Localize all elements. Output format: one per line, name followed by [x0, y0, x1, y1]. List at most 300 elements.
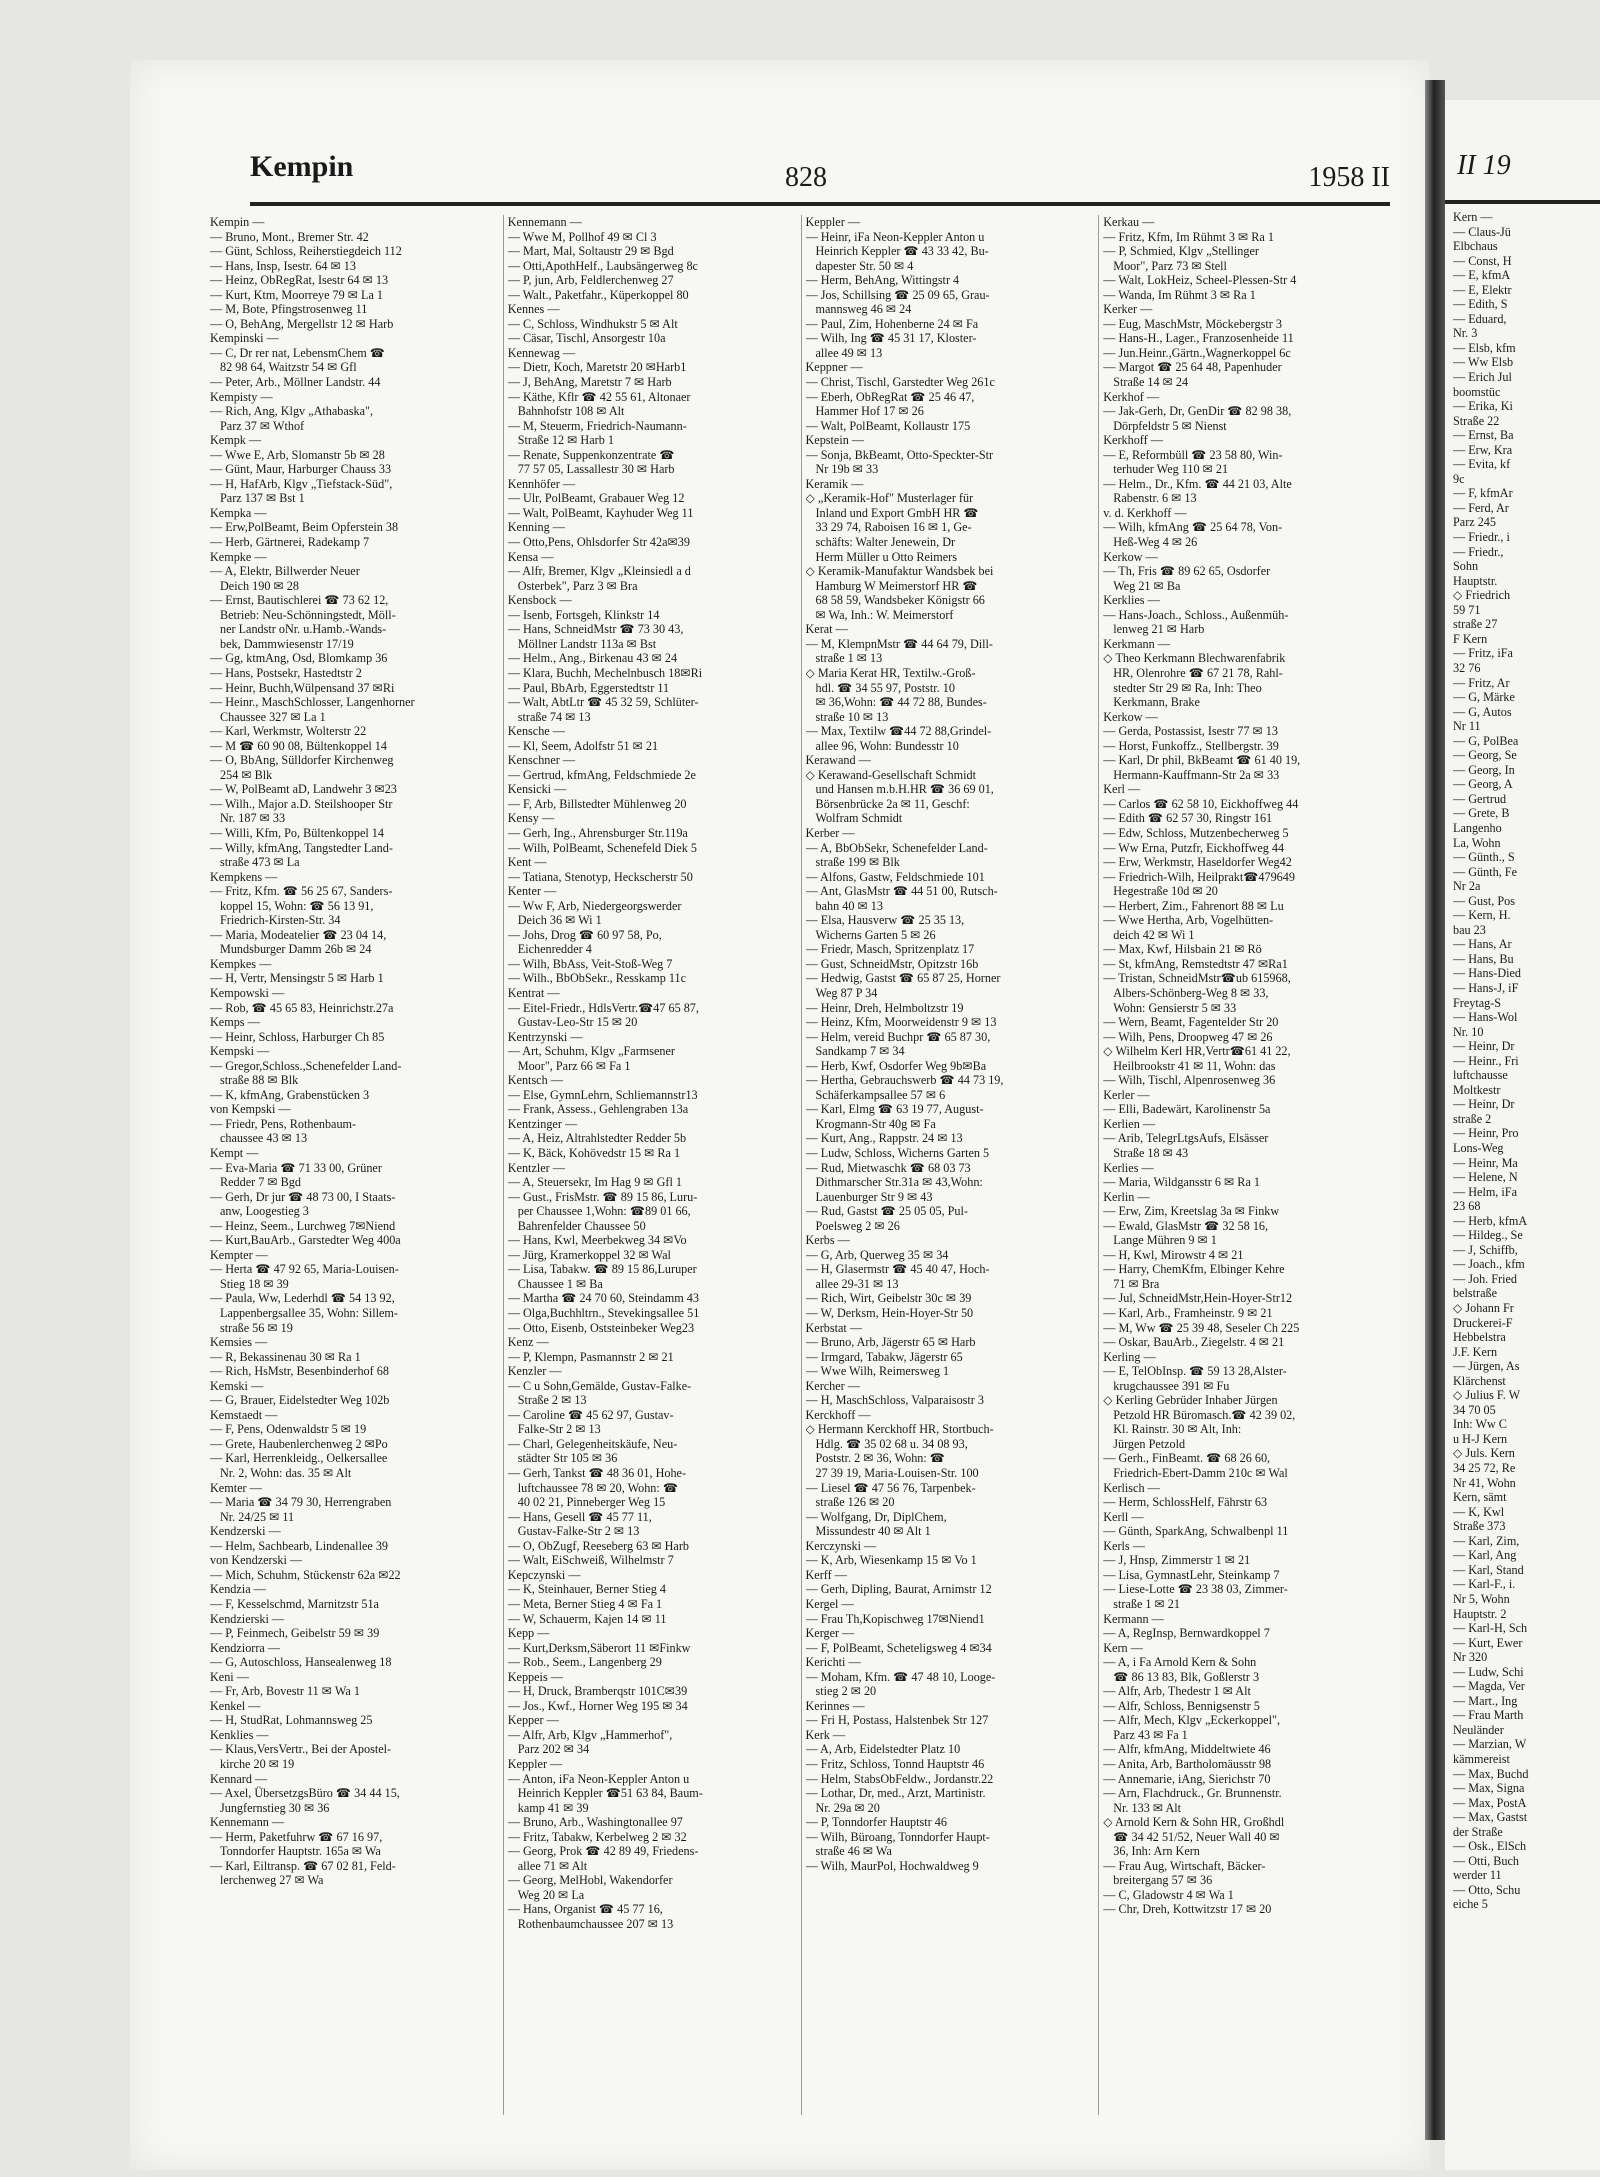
directory-entry: — Günt, Maur, Harburger Chauss 33 [210, 462, 392, 477]
surname-heading: Kerklies — [1103, 593, 1160, 608]
directory-entry: — Georg, MelHobl, Wakendorfer [507, 1873, 673, 1888]
directory-entry: — K, kfmAng, Grabenstücken 3 [210, 1087, 370, 1102]
surname-heading: Kerczynski — [805, 1538, 877, 1553]
directory-entry: straße 199 ✉ Blk [815, 855, 900, 870]
surname-heading: Kendzierski — [210, 1611, 285, 1626]
directory-entry: ☎ 34 42 51/52, Neuer Wall 40 ✉ [1113, 1829, 1280, 1844]
directory-entry: — Rich, HsMstr, Besenbinderhof 68 [210, 1364, 389, 1379]
directory-entry: — Gerda, Postassist, Isestr 77 ✉ 13 [1103, 724, 1278, 739]
facing-page-entry: — Friedr., i [1453, 530, 1510, 545]
surname-heading: Kerll — [1103, 1509, 1144, 1524]
directory-entry: — Ulr, PolBeamt, Grabauer Weg 12 [507, 491, 685, 506]
directory-entry: straße 1 ✉ 13 [815, 651, 883, 666]
directory-entry: — Liese-Lotte ☎ 23 38 03, Zimmer- [1103, 1582, 1288, 1597]
directory-entry: ◇ Hermann Kerckhoff HR, Stortbuch- [805, 1422, 994, 1437]
facing-page-entry: — Magda, Ver [1453, 1679, 1525, 1694]
directory-entry: — Cäsar, Tischl, Ansorgestr 10a [507, 331, 666, 346]
directory-entry: — Ewald, GlasMstr ☎ 32 58 16, [1103, 1218, 1269, 1233]
directory-entry: Petzold HR Büromasch.☎ 42 39 02, [1113, 1407, 1296, 1422]
surname-heading: Kennard — [210, 1771, 268, 1786]
directory-entry: ◇ Kerling Gebrüder Inhaber Jürgen [1103, 1393, 1278, 1408]
facing-page-entry: ◇ Juls. Kern [1453, 1446, 1515, 1461]
directory-entry: — Karl, Elmg ☎ 63 19 77, August- [805, 1102, 984, 1117]
directory-entry: — Lisa, Tabakw. ☎ 89 15 86,Luruper [507, 1262, 697, 1277]
surname-heading: Kerkau — [1103, 215, 1155, 229]
facing-page-entry: — Max, Signa [1453, 1781, 1525, 1796]
directory-entry: Moor", Parz 73 ✉ Stell [1113, 258, 1227, 273]
facing-page-entry: — Heinr, Dr [1453, 1039, 1515, 1054]
facing-page-entry: — Heinr, Ma [1453, 1155, 1518, 1170]
directory-entry: — M, Bote, Pfingstrosenweg 11 [210, 302, 368, 317]
directory-entry: — Rich, Wirt, Geibelstr 30c ✉ 39 [805, 1291, 972, 1306]
directory-entry: — Helm, StabsObFeldw., Jordanstr.22 [805, 1771, 994, 1786]
facing-page-rule [1445, 200, 1600, 204]
directory-entry: — Art, Schuhm, Klgv „Farmsener [507, 1044, 675, 1059]
surname-heading: Kergel — [805, 1596, 854, 1611]
directory-entry: — K, Arb, Wiesenkamp 15 ✉ Vo 1 [805, 1553, 977, 1568]
facing-page-entry: Straße 22 [1453, 413, 1500, 428]
facing-page-entry: — Georg, In [1453, 762, 1515, 777]
directory-entry: — Harry, ChemKfm, Elbinger Kehre [1103, 1262, 1285, 1277]
directory-entry: — Helm., Dr., Kfm. ☎ 44 21 03, Alte [1103, 476, 1292, 491]
directory-entry: — Gerh, Tankst ☎ 48 36 01, Hohe- [507, 1466, 687, 1481]
directory-entry: Straße 18 ✉ 43 [1113, 1146, 1189, 1160]
directory-entry: Hammer Hof 17 ✉ 26 [815, 404, 924, 419]
surname-heading: Kerinnes — [805, 1698, 865, 1713]
directory-entry: — Bruno, Arb., Washingtonallee 97 [507, 1815, 683, 1830]
directory-entry: — H, Glasermstr ☎ 45 40 47, Hoch- [805, 1262, 990, 1277]
directory-entry: straße 126 ✉ 20 [815, 1495, 895, 1510]
directory-entry: allee 71 ✉ Alt [517, 1858, 588, 1873]
directory-entry: — Maria ☎ 34 79 30, Herrengraben [210, 1495, 392, 1510]
surname-heading: Kempin — [210, 215, 265, 229]
directory-entry: — Christ, Tischl, Garstedter Weg 261c [805, 375, 995, 390]
surname-heading: Kerler — [1103, 1087, 1150, 1102]
directory-entry: — Otto, Eisenb, Oststeinbeker Weg23 [507, 1320, 695, 1335]
directory-columns [210, 215, 1390, 2115]
directory-entry: — Hedwig, Gastst ☎ 65 87 25, Horner [805, 971, 1001, 986]
surname-heading: Kempkes — [210, 956, 272, 971]
directory-entry: — P, jun, Arb, Feldlerchenweg 27 [507, 273, 674, 288]
directory-entry: — Ww Erna, Putzfr, Eickhoffweg 44 [1103, 840, 1285, 855]
facing-page-entry: — G, PolBea [1453, 733, 1519, 748]
surname-heading: Kerkhoff — [1103, 433, 1163, 448]
directory-entry: ◇ „Keramik-Hof" Musterlager für [805, 491, 974, 506]
directory-entry: — Gerh, Dr jur ☎ 48 73 00, I Staats- [210, 1189, 396, 1204]
directory-entry: — Olga,Buchhltrn., Stevekingsallee 51 [507, 1306, 700, 1321]
directory-entry: ◇ Theo Kerkmann Blechwarenfabrik [1103, 651, 1286, 666]
directory-entry: — Käthe, Kflr ☎ 42 55 61, Altonaer [507, 389, 691, 404]
surname-heading: Kerbs — [805, 1233, 850, 1248]
directory-entry: Straße 14 ✉ 24 [1113, 375, 1189, 390]
surname-heading: Kermann — [1103, 1611, 1164, 1626]
directory-entry: — A, i Fa Arnold Kern & Sohn [1103, 1655, 1257, 1670]
directory-entry: — Kurt, Ktm, Moorreye 79 ✉ La 1 [210, 287, 384, 302]
directory-entry: — St, kfmAng, Remstedtstr 47 ✉Ra1 [1103, 956, 1288, 971]
facing-page-entry: — Marzian, W [1453, 1737, 1527, 1752]
facing-page-entry: La, Wohn [1453, 835, 1501, 850]
directory-entry: Parz 43 ✉ Fa 1 [1113, 1727, 1188, 1742]
directory-entry: — Arib, TelegrLtgsAufs, Elsässer [1103, 1131, 1269, 1146]
directory-entry: — Herta ☎ 47 92 65, Maria-Louisen- [210, 1262, 399, 1277]
directory-entry: 82 98 64, Waitzstr 54 ✉ Gfl [220, 360, 357, 375]
facing-page-entry: — Elsb, kfm [1453, 340, 1516, 355]
directory-entry: Jürgen Petzold [1113, 1436, 1186, 1451]
directory-entry: — Gust., FrisMstr. ☎ 89 15 86, Luru- [507, 1189, 698, 1204]
surname-heading: Kerlin — [1103, 1189, 1150, 1204]
surname-heading: Kemski — [210, 1378, 264, 1393]
directory-entry: — Walt, PolBeamt, Kayhuder Weg 11 [507, 505, 694, 520]
directory-entry: — Liesel ☎ 47 56 76, Tarpenbek- [805, 1480, 976, 1495]
column-1 [210, 215, 497, 2115]
directory-entry: allee 96, Wohn: Bundesstr 10 [815, 738, 959, 753]
facing-page-entry: — Karl, Stand [1453, 1562, 1524, 1577]
directory-entry: — Jürg, Kramerkoppel 32 ✉ Wal [507, 1247, 671, 1262]
facing-page-entry: Hauptstr. [1453, 573, 1498, 588]
directory-entry: — Paula, Ww, Lederhdl ☎ 54 13 92, [210, 1291, 395, 1306]
directory-entry: — Wwe Wilh, Reimersweg 1 [805, 1364, 950, 1379]
directory-entry: lerchenweg 27 ✉ Wa [220, 1873, 324, 1888]
directory-entry: städter Str 105 ✉ 36 [517, 1451, 618, 1466]
directory-entry: — Wilh, MaurPol, Hochwaldweg 9 [805, 1858, 979, 1873]
directory-entry: Eichenredder 4 [517, 942, 592, 957]
directory-entry: bek, Dammwiesenstr 17/19 [220, 636, 354, 651]
surname-heading: Kerkow — [1103, 549, 1158, 564]
surname-heading: Kennes — [507, 302, 560, 317]
directory-entry: Hdlg. ☎ 35 02 68 u. 34 08 93, [815, 1436, 968, 1451]
directory-entry: Poelsweg 2 ✉ 26 [815, 1218, 900, 1233]
directory-entry: breitergang 57 ✉ 36 [1113, 1873, 1213, 1888]
directory-entry: — Grete, Haubenlerchenweg 2 ✉Po [210, 1436, 388, 1451]
directory-entry: — Alfr, Schloss, Bennigsenstr 5 [1103, 1698, 1260, 1713]
directory-entry: Hermann-Kauffmann-Str 2a ✉ 33 [1113, 767, 1280, 782]
directory-entry: und Hansen m.b.H.HR ☎ 36 69 01, [815, 782, 994, 797]
directory-entry: — Friedr, Pens, Rothenbaum- [210, 1116, 357, 1131]
directory-entry: — Alfr, Mech, Klgv „Eckerkoppel", [1103, 1713, 1281, 1728]
directory-entry: krugchaussee 391 ✉ Fu [1113, 1378, 1230, 1393]
surname-heading: Kerckhoff — [805, 1407, 871, 1422]
directory-entry: Parz 202 ✉ 34 [517, 1742, 590, 1757]
directory-entry: — Hans-Joach., Schloss., Außenmüh- [1103, 607, 1289, 622]
facing-page-entry: — Kern, H. [1453, 908, 1511, 923]
directory-entry: Herm Müller u Otto Reimers [815, 549, 957, 564]
directory-entry: bahn 40 ✉ 13 [815, 898, 883, 913]
directory-entry: — Wilh, Büroang, Tonndorfer Haupt- [805, 1829, 990, 1844]
directory-entry: Chaussee 1 ✉ Ba [517, 1276, 603, 1291]
directory-entry: — Heinr, Schloss, Harburger Ch 85 [210, 1029, 385, 1044]
directory-entry: — Jos, Schillsing ☎ 25 09 65, Grau- [805, 287, 990, 302]
directory-entry: — Gertrud, kfmAng, Feldschmiede 2e [507, 767, 696, 782]
directory-entry: — Gerh., FinBeamt. ☎ 68 26 60, [1103, 1451, 1271, 1466]
facing-page-entry: — Joach., kfm [1453, 1257, 1525, 1272]
facing-page-entry: — K, Kwl [1453, 1504, 1505, 1519]
directory-entry: — Kurt, Ang., Rappstr. 24 ✉ 13 [805, 1131, 963, 1146]
directory-entry: — G, Brauer, Eidelstedter Weg 102b [210, 1393, 390, 1408]
directory-entry: — Willi, Kfm, Po, Bültenkoppel 14 [210, 825, 384, 840]
facing-page-entry: — Evita, kf [1453, 457, 1511, 472]
directory-entry: — A, RegInsp, Bernwardkoppel 7 [1103, 1626, 1270, 1641]
surname-heading: Kentzler — [507, 1160, 565, 1175]
directory-entry: — O, ObZugf, Reeseberg 63 ✉ Harb [507, 1538, 689, 1553]
surname-heading: Kepstein — [805, 433, 865, 448]
directory-entry: — Gg, ktmAng, Osd, Blomkamp 36 [210, 651, 388, 666]
directory-entry: Bahrenfelder Chaussee 50 [517, 1218, 646, 1233]
surname-heading: Kensbock — [507, 593, 572, 608]
facing-page-entry: — E, kfmA [1453, 268, 1511, 283]
facing-page-entry: J.F. Kern [1453, 1344, 1498, 1359]
directory-entry: — Otti,ApothHelf., Laubsängerweg 8c [507, 258, 698, 273]
directory-entry: — Klaus,VersVertr., Bei der Apostel- [210, 1742, 392, 1757]
directory-entry: — Günth, SparkAng, Schwalbenpl 11 [1103, 1524, 1289, 1539]
directory-entry: luftchaussee 78 ✉ 20, Wohn: ☎ [517, 1480, 679, 1495]
directory-entry: — Wilh, Pens, Droopweg 47 ✉ 26 [1103, 1029, 1273, 1044]
facing-page-entry: — G, Märke [1453, 690, 1515, 705]
facing-page-entry: — Max, Buchd [1453, 1766, 1529, 1781]
surname-heading: Kerk — [805, 1727, 846, 1742]
facing-page-entry: Nr 2a [1453, 879, 1481, 894]
facing-page-entry: Inh: Ww C [1453, 1417, 1507, 1432]
directory-entry: — Helm., Ang., Birkenau 43 ✉ 24 [507, 651, 678, 666]
directory-entry: ◇ Kerawand-Gesellschaft Schmidt [805, 767, 976, 782]
facing-page-entry: werder 11 [1453, 1868, 1502, 1883]
surname-heading: Kempke — [210, 549, 267, 564]
directory-entry: — C, Schloss, Windhukstr 5 ✉ Alt [507, 316, 678, 331]
surname-heading: Kensy — [507, 811, 555, 826]
directory-entry: — Lothar, Dr, med., Arzt, Martinistr. [805, 1786, 986, 1801]
surname-heading: Keni — [210, 1669, 249, 1684]
directory-entry: straße 1 ✉ 21 [1113, 1596, 1180, 1611]
directory-entry: — Kl, Seem, Adolfstr 51 ✉ 21 [507, 738, 659, 753]
header-keyword: Kempin [250, 150, 354, 183]
directory-entry: — Mich, Schuhm, Stückenstr 62a ✉22 [210, 1567, 401, 1582]
directory-entry: — Hans, Postsekr, Hastedtstr 2 [210, 665, 362, 680]
directory-entry: Friedrich-Ebert-Damm 210c ✉ Wal [1113, 1466, 1288, 1481]
directory-entry: — Maria, Wildgansstr 6 ✉ Ra 1 [1103, 1175, 1260, 1190]
directory-entry: — Alfons, Gastw, Feldschmiede 101 [805, 869, 985, 884]
directory-entry: — Gerh, Ing., Ahrensburger Str.119a [507, 825, 688, 840]
directory-entry: — Oskar, BauArb., Ziegelstr. 4 ✉ 21 [1103, 1335, 1285, 1350]
directory-entry: — C u Sohn,Gemälde, Gustav-Falke- [507, 1378, 692, 1393]
directory-entry: Krogmann-Str 40g ✉ Fa [815, 1116, 936, 1131]
surname-heading: Kennewag — [507, 345, 576, 360]
directory-entry: — Edw, Schloss, Mutzenbecherweg 5 [1103, 825, 1289, 840]
directory-entry: — Frank, Assess., Gehlengraben 13a [507, 1102, 689, 1117]
directory-entry: — Karl, Arb., Framheinstr. 9 ✉ 21 [1103, 1306, 1273, 1321]
facing-page-entry: — Fritz, iFa [1453, 646, 1513, 661]
surname-heading: Kennhöfer — [507, 476, 576, 491]
directory-entry: — C, Dr rer nat, LebensmChem ☎ [210, 345, 385, 360]
directory-entry: Stieg 18 ✉ 39 [220, 1276, 289, 1291]
surname-heading: Kempowski — [210, 985, 285, 1000]
directory-entry: lenweg 21 ✉ Harb [1113, 622, 1205, 637]
directory-entry: — Fritz, Kfm. ☎ 56 25 67, Sanders- [210, 884, 393, 899]
facing-page-entry: — Friedr., [1453, 544, 1504, 559]
directory-entry: — K, Bäck, Kohövedstr 15 ✉ Ra 1 [507, 1146, 681, 1160]
directory-entry: — Alfr, Arb, Klgv „Hammerhof", [507, 1727, 673, 1742]
directory-entry: Möllner Landstr 113a ✉ Bst [517, 636, 657, 651]
directory-entry: — Klara, Buchh, Mechelnbusch 18✉Ri [507, 665, 703, 680]
directory-entry: — Wanda, Im Rühmt 3 ✉ Ra 1 [1103, 287, 1256, 302]
directory-entry: — E, TelObInsp. ☎ 59 13 28,Alster- [1103, 1364, 1287, 1379]
directory-entry: Bahnhofstr 108 ✉ Alt [517, 404, 625, 419]
directory-entry: — W, PolBeamt aD, Landwehr 3 ✉23 [210, 782, 397, 797]
directory-entry: Chaussee 327 ✉ La 1 [220, 709, 326, 724]
surname-heading: Kercher — [805, 1378, 860, 1393]
facing-page-entry: Druckerei-F [1453, 1315, 1513, 1330]
directory-entry: — Th, Fris ☎ 89 62 65, Osdorfer [1103, 564, 1271, 579]
directory-entry: — Bruno, Mont., Bremer Str. 42 [210, 229, 369, 244]
surname-heading: Kerl — [1103, 782, 1141, 797]
surname-heading: Kemsies — [210, 1335, 268, 1350]
facing-page-entry: straße 27 [1453, 617, 1498, 632]
surname-heading: Kendzerski — [210, 1524, 281, 1539]
surname-heading: Kempinski — [210, 331, 279, 346]
directory-entry: — Wolfgang, Dr, DiplChem, [805, 1509, 947, 1524]
directory-entry: — Erw,PolBeamt, Beim Opferstein 38 [210, 520, 399, 535]
directory-entry: Weg 21 ✉ Ba [1113, 578, 1181, 593]
directory-entry: Straße 2 ✉ 13 [517, 1393, 587, 1408]
facing-page-entry: — Helene, N [1453, 1170, 1518, 1185]
facing-page-entry: Parz 245 [1453, 515, 1496, 530]
directory-entry: Deich 190 ✉ 28 [220, 578, 299, 593]
directory-entry: Parz 137 ✉ Bst 1 [220, 491, 305, 506]
directory-entry: Gustav-Leo-Str 15 ✉ 20 [517, 1015, 638, 1030]
directory-entry: — Walt, EiSchweiß, Wilhelmstr 7 [507, 1553, 674, 1568]
header-year-volume: 1958 II [1308, 162, 1390, 193]
directory-entry: Albers-Schönberg-Weg 8 ✉ 33, [1113, 985, 1269, 1000]
surname-heading: Kentzinger — [507, 1116, 578, 1131]
directory-entry: schäfts: Walter Jenewein, Dr [815, 535, 956, 550]
facing-page-entry: — Max, Gastst [1453, 1810, 1528, 1825]
directory-entry: 36, Inh: Arn Kern [1113, 1844, 1200, 1859]
surname-heading: Kensicki — [507, 782, 567, 797]
directory-entry: — Carlos ☎ 62 58 10, Eickhoffweg 44 [1103, 796, 1299, 811]
surname-heading: Kempski — [210, 1044, 270, 1059]
directory-entry: — Erw, Zim, Kreetslag 3a ✉ Finkw [1103, 1204, 1280, 1219]
directory-entry: Inland und Export GmbH HR ☎ [815, 505, 979, 520]
surname-heading: Kensa — [507, 549, 554, 564]
directory-entry: — Arn, Flachdruck., Gr. Brunnenstr. [1103, 1786, 1282, 1801]
directory-entry: Poststr. 2 ✉ 36, Wohn: ☎ [815, 1451, 945, 1466]
directory-entry: — Wern, Beamt, Fagentelder Str 20 [1103, 1015, 1279, 1030]
directory-entry: — Walt, LokHeiz, Scheel-Plessen-Str 4 [1103, 273, 1297, 288]
facing-page-entry: 23 68 [1453, 1199, 1481, 1214]
facing-page-entry: — Ludw, Schi [1453, 1664, 1524, 1679]
surname-heading: Kennemann — [507, 215, 582, 229]
directory-entry: — Paul, BbArb, Eggerstedtstr 11 [507, 680, 670, 695]
directory-entry: Lange Mühren 9 ✉ 1 [1113, 1233, 1217, 1248]
directory-entry: Heinrich Keppler ☎ 43 33 42, Bu- [815, 244, 989, 259]
directory-entry: — Friedr, Masch, Spritzenplatz 17 [805, 942, 975, 957]
directory-entry: stedter Str 29 ✉ Ra, Inh: Theo [1113, 680, 1262, 695]
directory-entry: — H, HafArb, Klgv „Tiefstack-Süd", [210, 476, 393, 491]
directory-entry: — Walt, AbtLtr ☎ 45 32 59, Schlüter- [507, 695, 699, 710]
directory-entry: Missundestr 40 ✉ Alt 1 [815, 1524, 931, 1539]
directory-entry: — Alfr, Bremer, Klgv „Kleinsiedl a d [507, 564, 691, 579]
facing-page-entry: 59 71 [1453, 602, 1481, 617]
directory-entry: — Wilh, PolBeamt, Schenefeld Diek 5 [507, 840, 697, 855]
column-4 [1098, 215, 1390, 2115]
facing-page-entry: Elbchaus [1453, 239, 1498, 254]
surname-heading: Kerlies — [1103, 1160, 1154, 1175]
facing-page-entry: eiche 5 [1453, 1897, 1488, 1912]
directory-entry: — H, Kwl, Mirowstr 4 ✉ 21 [1103, 1247, 1244, 1262]
directory-entry: — Herm, BehAng, Wittingstr 4 [805, 273, 960, 288]
directory-entry: — Eug, MaschMstr, Möckebergstr 3 [1103, 316, 1282, 331]
directory-entry: — Karl, Dr phil, BkBeamt ☎ 61 40 19, [1103, 753, 1301, 768]
surname-heading: Kerbstat — [805, 1320, 863, 1335]
facing-page-entry: 34 70 05 [1453, 1402, 1496, 1417]
facing-page-entry: — Karl-F., i. [1453, 1577, 1516, 1592]
directory-entry: — Heinr, Buchh,Wülpensand 37 ✉Ri [210, 680, 395, 695]
facing-page-entry: — Hans, Ar [1453, 937, 1512, 952]
directory-entry: Nr 19b ✉ 33 [815, 462, 879, 477]
surname-heading: Kendzia — [210, 1582, 266, 1597]
directory-entry: Dithmarscher Str.31a ✉ 43,Wohn: [815, 1175, 983, 1190]
directory-entry: — Wilh, Tischl, Alpenrosenweg 36 [1103, 1073, 1276, 1088]
surname-heading: Kerichti — [805, 1655, 861, 1670]
facing-page-entry: Nr 41, Wohn [1453, 1475, 1516, 1490]
facing-page-entry: — Karl, Zim, [1453, 1533, 1520, 1548]
directory-entry: — Kurt,Derksm,Säberort 11 ✉Finkw [507, 1640, 691, 1655]
directory-entry: ✉ 36,Wohn: ☎ 44 72 88, Bundes- [815, 695, 987, 710]
directory-entry: — Max, Kwf, Hilsbain 21 ✉ Rö [1103, 942, 1262, 957]
facing-page-header: II 19 [1457, 150, 1511, 181]
directory-entry: Parz 37 ✉ Wthof [220, 418, 305, 433]
directory-entry: Moor", Parz 66 ✉ Fa 1 [517, 1058, 631, 1073]
facing-page-entry: Hauptstr. 2 [1453, 1606, 1507, 1621]
directory-entry: — Alfr, Arb, Thedestr 1 ✉ Alt [1103, 1684, 1251, 1699]
directory-entry: straße 10 ✉ 13 [815, 709, 889, 724]
directory-entry: Osterbek", Parz 3 ✉ Bra [517, 578, 638, 593]
directory-entry: allee 49 ✉ 13 [815, 345, 883, 360]
facing-page-entry: — F, kfmAr [1453, 486, 1513, 501]
facing-page [1445, 100, 1600, 2170]
directory-entry: — Walt., Paketfahr., Küperkoppel 80 [507, 287, 689, 302]
facing-page-entry: Moltkestr [1453, 1082, 1501, 1097]
facing-page-entry: — Edith, S [1453, 297, 1508, 312]
directory-entry: 71 ✉ Bra [1113, 1276, 1160, 1291]
surname-heading: Keppler — [507, 1756, 563, 1771]
directory-entry: — Heinr, Dreh, Helmboltzstr 19 [805, 1000, 964, 1015]
directory-entry: — Fri H, Postass, Halstenbek Str 127 [805, 1713, 989, 1728]
directory-entry: — Kurt,BauArb., Garstedter Weg 400a [210, 1233, 401, 1248]
facing-page-entry: — Grete, B [1453, 806, 1510, 821]
directory-entry: — Meta, Berner Stieg 4 ✉ Fa 1 [507, 1596, 663, 1611]
surname-heading: Kenter — [507, 884, 557, 899]
directory-entry: kamp 41 ✉ 39 [517, 1800, 589, 1815]
facing-page-entry: — Ernst, Ba [1453, 428, 1514, 443]
facing-page-entry: — Mart., Ing [1453, 1693, 1518, 1708]
directory-entry: Rabenstr. 6 ✉ 13 [1113, 491, 1197, 506]
surname-heading: Kemps — [210, 1015, 260, 1030]
directory-entry: Nr. 133 ✉ Alt [1113, 1800, 1182, 1815]
surname-heading: Kepp — [507, 1626, 550, 1641]
directory-entry: — G, Arb, Querweg 35 ✉ 34 [805, 1247, 949, 1262]
directory-entry: Weg 20 ✉ La [517, 1887, 585, 1902]
directory-entry: Heilbrookstr 41 ✉ 11, Wohn: das [1113, 1058, 1276, 1073]
facing-page-entry: ◇ Johann Fr [1453, 1301, 1514, 1316]
directory-entry: — Axel, ÜbersetzgsBüro ☎ 34 44 15, [210, 1786, 400, 1801]
directory-entry: Börsenbrücke 2a ✉ 11, Geschf: [815, 796, 970, 811]
directory-entry: — Annemarie, iAng, Sierichstr 70 [1103, 1771, 1271, 1786]
directory-entry: Straße 12 ✉ Harb 1 [517, 433, 614, 448]
surname-heading: Kemter — [210, 1480, 262, 1495]
directory-entry: — Paul, Zim, Hohenberne 24 ✉ Fa [805, 316, 979, 331]
directory-entry: — A, BbObSekr, Schenefelder Land- [805, 840, 988, 855]
directory-entry: — Tristan, SchneidMstr☎ub 615968, [1103, 971, 1291, 986]
directory-entry: per Chaussee 1,Wohn: ☎89 01 66, [517, 1204, 691, 1219]
